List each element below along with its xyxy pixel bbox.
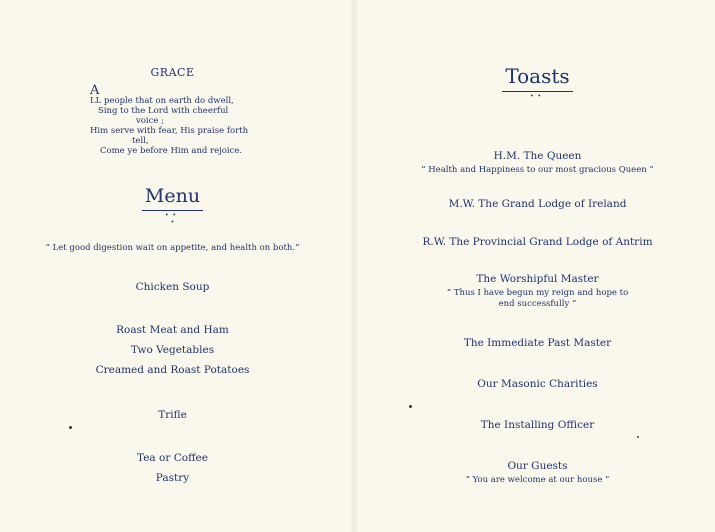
ornament-dots: ••	[164, 212, 181, 219]
grace-drop-cap: A	[90, 83, 100, 98]
course-item: Pastry	[155, 472, 190, 484]
ornament-dot: •	[170, 219, 175, 226]
toast-title: Our Guests	[507, 460, 568, 472]
center-fold	[350, 0, 358, 532]
toast-title: R.W. The Provincial Grand Lodge of Antrim	[422, 236, 653, 248]
grace-line-5: tell,	[132, 136, 149, 146]
toast-title: The Immediate Past Master	[463, 337, 612, 349]
toast-subtitle: end successfully “	[498, 299, 577, 309]
toasts-heading: Toasts	[502, 64, 572, 92]
paper-speck	[69, 426, 72, 429]
menu-heading-block	[0, 185, 345, 225]
toast-subtitle: “ Health and Happiness to our most gracious Queen ”	[421, 165, 654, 175]
course-item: Roast Meat and Ham	[116, 324, 229, 336]
course-item: Two Vegetables	[130, 344, 215, 356]
menu-heading: Menu	[142, 185, 203, 211]
toast-title: The Worshipful Master	[476, 273, 599, 285]
grace-line-4: Him serve with fear, His praise forth	[90, 126, 249, 136]
toast-title: M.W. The Grand Lodge of Ireland	[448, 198, 627, 210]
course-item: Tea or Coffee	[137, 452, 208, 464]
paper-speck	[409, 405, 412, 408]
menu-quote: “ Let good digestion wait on appetite, and health on both.”	[45, 243, 300, 253]
grace-line-6: Come ye before Him and rejoice.	[100, 146, 243, 156]
toast-title: H.M. The Queen	[493, 150, 582, 162]
grace-line-1: A LL people that on earth do dwell,	[88, 86, 258, 106]
toast-subtitle: “ Thus I have begun my reign and hope to	[446, 288, 629, 298]
course-item: Chicken Soup	[135, 281, 210, 293]
grace-line-3: voice ;	[136, 116, 164, 126]
toast-title: The Installing Officer	[480, 419, 595, 431]
paper-speck	[637, 436, 639, 438]
course-item: Trifle	[158, 409, 187, 421]
toasts-heading-block	[360, 64, 715, 100]
toast-title: Our Masonic Charities	[477, 378, 598, 390]
ornament-dots: ••	[529, 93, 546, 100]
grace-verse	[88, 83, 258, 156]
grace-title: GRACE	[150, 66, 195, 79]
course-item: Creamed and Roast Potatoes	[95, 364, 250, 376]
toast-subtitle: “ You are welcome at our house ”	[465, 475, 610, 485]
grace-line-2: Sing to the Lord with cheerful	[98, 106, 229, 116]
